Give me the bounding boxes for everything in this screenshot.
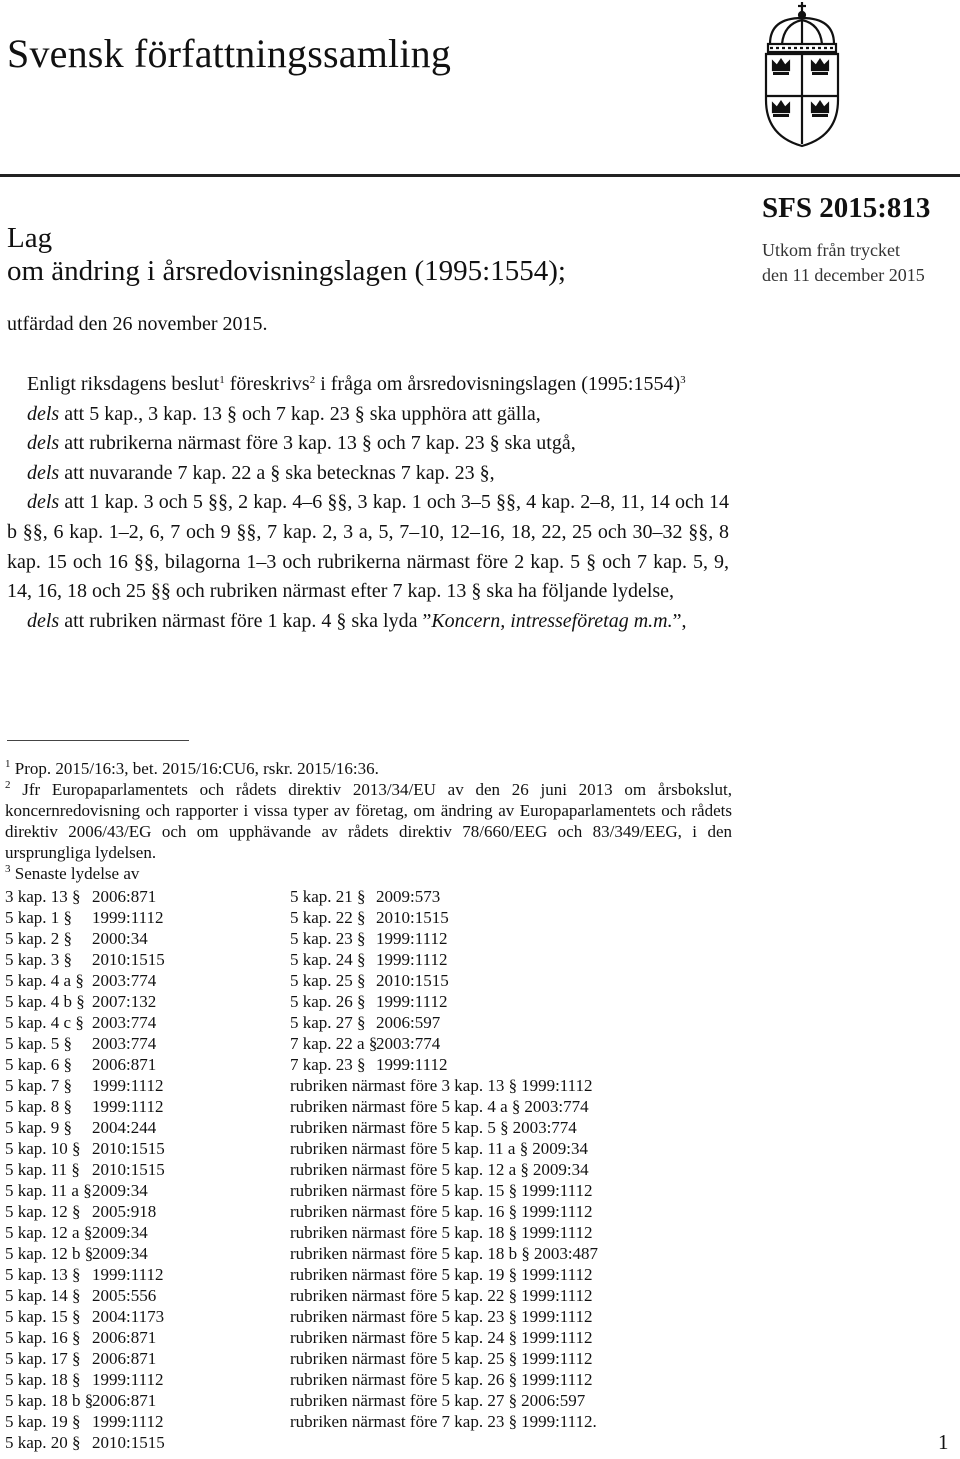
amendment-provision: rubriken närmast före 5 kap. 19 §	[290, 1265, 518, 1284]
page-number: 1	[938, 1430, 949, 1454]
amendment-provision: 5 kap. 8 §	[5, 1097, 73, 1116]
amendment-row	[290, 949, 366, 970]
amendment-row	[290, 1243, 530, 1264]
amendment-provision: 5 kap. 4 a §	[5, 971, 84, 990]
amendment-sfs-reference: 2009:34	[532, 1160, 589, 1179]
amendment-sfs-reference: 1999:1112	[376, 950, 448, 969]
amendment-sfs-reference: 2003:774	[376, 1034, 441, 1053]
amendment-sfs-reference: 1999:1112	[521, 1265, 593, 1284]
amendment-provision: 5 kap. 21 §	[290, 887, 366, 906]
dels-clause-3: dels att nuvarande 7 kap. 22 a § ska betecknas 7 kap. 23 §,	[27, 461, 495, 484]
amendment-provision: 5 kap. 12 a §	[5, 1223, 93, 1242]
amendment-provision: 5 kap. 18 §	[5, 1370, 81, 1389]
amendment-provision: 5 kap. 22 §	[290, 908, 366, 927]
intro-paragraph: Enligt riksdagens beslut$^1$ föreskrivs$^2$ i fråga om årsredovisningslagen (1995:1554)$^3$	[27, 373, 686, 395]
issued-date: utfärdad den 26 november 2015.	[7, 313, 268, 335]
amendment-row	[5, 1075, 72, 1096]
sfs-number: SFS 2015:813	[762, 192, 931, 224]
amendment-provision: 5 kap. 4 b §	[5, 992, 85, 1011]
amendment-sfs-reference: 2010:1515	[376, 908, 449, 927]
amendment-row	[5, 1117, 72, 1138]
dels-clause-5: dels att rubriken närmast före 1 kap. 4 § ska lyda ”Koncern, intresseföretag m.m.”,	[27, 609, 687, 632]
amendment-row	[290, 886, 366, 907]
amendment-provision: 5 kap. 14 §	[5, 1286, 81, 1305]
amendment-sfs-reference: 1999:1112	[521, 1181, 593, 1200]
amendment-row	[290, 1117, 509, 1138]
amendment-provision: rubriken närmast före 5 kap. 26 §	[290, 1370, 518, 1389]
amendment-sfs-reference: 1999:1112	[521, 1328, 593, 1347]
amendment-provision: 5 kap. 26 §	[290, 992, 366, 1011]
amendment-sfs-reference: 1999:1112	[92, 1097, 164, 1116]
amendment-row	[290, 1222, 517, 1243]
amendment-row	[5, 1411, 81, 1432]
amendment-provision: 5 kap. 17 §	[5, 1349, 81, 1368]
amendment-row	[5, 1096, 72, 1117]
amendment-provision: 5 kap. 6 §	[5, 1055, 73, 1074]
amendment-row	[290, 1138, 528, 1159]
amendment-row	[5, 1138, 81, 1159]
amendment-provision: rubriken närmast före 5 kap. 12 a §	[290, 1160, 529, 1179]
amendment-provision: 5 kap. 23 §	[290, 929, 366, 948]
amendment-provision: rubriken närmast före 5 kap. 11 a §	[290, 1139, 529, 1158]
amendment-provision: 7 kap. 23 §	[290, 1055, 366, 1074]
amendment-provision: 5 kap. 7 §	[5, 1076, 73, 1095]
footnote-3: $^3$ Senaste lydelse av	[5, 863, 140, 883]
amendment-sfs-reference: 1999:1112	[521, 1307, 593, 1326]
series-title: Svensk författningssamling	[7, 31, 452, 76]
amendment-sfs-reference: 2004:244	[92, 1118, 157, 1137]
amendment-sfs-reference: 1999:1112	[92, 908, 164, 927]
amendment-sfs-reference: 2009:34	[92, 1244, 148, 1263]
amendment-sfs-reference: 1999:1112	[92, 1370, 164, 1389]
amendment-row	[5, 886, 81, 907]
amendment-provision: 5 kap. 16 §	[5, 1328, 81, 1347]
amendment-provision: 5 kap. 11 §	[5, 1160, 80, 1179]
amendment-row	[290, 1075, 517, 1096]
amendment-sfs-reference: 2009:34	[92, 1223, 148, 1242]
amendment-provision: rubriken närmast före 5 kap. 5 §	[290, 1118, 509, 1137]
amendment-row	[290, 1033, 377, 1054]
amendment-provision: rubriken närmast före 5 kap. 15 §	[290, 1181, 518, 1200]
amendment-sfs-reference: 1999:1112	[521, 1223, 593, 1242]
amendment-sfs-reference: 2006:871	[92, 1328, 157, 1347]
amendment-row	[5, 1243, 93, 1264]
law-title: om ändring i årsredovisningslagen (1995:1554);	[7, 255, 566, 287]
amendment-row	[5, 949, 72, 970]
amendment-provision: 5 kap. 4 c §	[5, 1013, 84, 1032]
amendment-row	[5, 1327, 81, 1348]
amendment-sfs-reference: 1999:1112.	[521, 1412, 597, 1431]
amendment-row	[5, 1180, 92, 1201]
amendment-row	[5, 1222, 92, 1243]
amendment-row	[290, 1306, 517, 1327]
amendment-row	[290, 928, 366, 949]
amendment-provision: 5 kap. 2 §	[5, 929, 73, 948]
dels-clause-4: dels att 1 kap. 3 och 5 §§, 2 kap. 4–6 §§, 3 kap. 1 och 3–5 §§, 4 kap. 2–8, 11, 14 och 14 b §§, 6 kap. 1–2, 6, 7 och 9 §§, 7 kap. 2, 3 a, 5, 7–10, 12–16, 18, 22, 25 och 30–32 §§, 8 kap. 15 och 16 §§, bilagorna 1–3 och rubrikerna närmast före 2 kap. 5 § och 7 kap. 5, 9, 14, 16, 18 och 25 §§ och rubriken närmast efter 7 kap. 13 § ska ha följande lydelse,	[7, 491, 730, 603]
amendment-row	[290, 970, 366, 991]
amendment-row	[290, 1054, 366, 1075]
amendment-provision: 5 kap. 5 §	[5, 1034, 73, 1053]
amendment-sfs-reference: 2010:1515	[92, 1160, 165, 1179]
amendment-row	[5, 1306, 81, 1327]
amendment-sfs-reference: 1999:1112	[376, 929, 448, 948]
amendment-provision: rubriken närmast före 3 kap. 13 §	[290, 1076, 518, 1095]
amendment-provision: 5 kap. 1 §	[5, 908, 73, 927]
amendment-provision: 5 kap. 24 §	[290, 950, 366, 969]
amendment-row	[290, 1285, 517, 1306]
amendment-sfs-reference: 2006:871	[92, 887, 157, 906]
amendment-row	[5, 1390, 93, 1411]
amendment-provision: 5 kap. 25 §	[290, 971, 366, 990]
footnote-2: $^2$ Jfr Europaparlamentets och rådets direktiv 2013/34/EU av den 26 juni 2013 om årsbokslut, koncernredovisning och rapporter i vissa typer av företag, om ändring av Europaparlamentets och rådets direktiv 2006/43/EG och om upphävande av rådets direktiv 78/660/EEG och 83/349/EEG, i den ursprungliga lydelsen.	[5, 779, 732, 862]
amendment-row	[290, 1348, 517, 1369]
amendment-row	[5, 1264, 81, 1285]
amendment-row	[5, 970, 84, 991]
amendment-row	[290, 991, 366, 1012]
amendment-sfs-reference: 2006:871	[92, 1349, 157, 1368]
amendment-row	[290, 1159, 529, 1180]
amendment-row	[5, 1369, 81, 1390]
amendment-provision: rubriken närmast före 5 kap. 18 b §	[290, 1244, 530, 1263]
amendment-sfs-reference: 2003:774	[92, 1013, 157, 1032]
amendment-row	[290, 1264, 517, 1285]
amendment-sfs-reference: 2000:34	[92, 929, 148, 948]
amendment-sfs-reference: 2006:597	[376, 1013, 441, 1032]
amendment-provision: 7 kap. 22 a §	[290, 1034, 378, 1053]
law-kind: Lag	[7, 222, 53, 254]
three-crowns-coat-of-arms-icon	[756, 0, 848, 148]
amendment-row	[290, 1180, 517, 1201]
amendment-sfs-reference: 2006:871	[92, 1055, 157, 1074]
amendment-sfs-reference: 2005:556	[92, 1286, 157, 1305]
amendment-provision: 5 kap. 11 a §	[5, 1181, 92, 1200]
amendment-sfs-reference: 2010:1515	[92, 950, 165, 969]
amendment-provision: rubriken närmast före 5 kap. 27 §	[290, 1391, 518, 1410]
amendment-sfs-reference: 1999:1112	[92, 1265, 164, 1284]
amendment-row	[5, 1159, 80, 1180]
amendment-row	[5, 1432, 81, 1453]
amendment-provision: 5 kap. 13 §	[5, 1265, 81, 1284]
body-text	[7, 370, 729, 636]
amendment-sfs-reference: 2003:774	[92, 1034, 157, 1053]
dels-clause-1: dels att 5 kap., 3 kap. 13 § och 7 kap. 23 § ska upphöra att gälla,	[27, 402, 541, 425]
amendment-row	[5, 1285, 81, 1306]
header-rule	[0, 174, 960, 177]
amendment-sfs-reference: 1999:1112	[521, 1076, 593, 1095]
amendment-sfs-reference: 2009:573	[376, 887, 441, 906]
amendment-provision: rubriken närmast före 5 kap. 22 §	[290, 1286, 518, 1305]
amendment-row	[290, 1201, 517, 1222]
amendment-row	[5, 1201, 81, 1222]
issued-line-1: Utkom från trycket	[762, 240, 900, 260]
amendment-row	[5, 1033, 72, 1054]
amendment-row	[5, 1054, 72, 1075]
amendment-row	[5, 991, 85, 1012]
amendment-row	[290, 1369, 517, 1390]
dels-clause-2: dels att rubrikerna närmast före 3 kap. 13 § och 7 kap. 23 § ska utgå,	[27, 432, 576, 455]
amendment-sfs-reference: 2005:918	[92, 1202, 157, 1221]
amendment-provision: rubriken närmast före 7 kap. 23 §	[290, 1412, 518, 1431]
amendment-row	[5, 928, 72, 949]
amendment-sfs-reference: 1999:1112	[376, 992, 448, 1011]
amendment-sfs-reference: 2007:132	[92, 992, 157, 1011]
footnote-1: $^1$ Prop. 2015/16:3, bet. 2015/16:CU6, rskr. 2015/16:36.	[5, 758, 379, 778]
amendment-sfs-reference: 2009:34	[532, 1139, 588, 1158]
amendment-sfs-reference: 2003:774	[512, 1118, 577, 1137]
amendment-sfs-reference: 1999:1112	[92, 1412, 164, 1431]
amendment-sfs-reference: 2009:34	[92, 1181, 148, 1200]
amendment-sfs-reference: 2006:597	[521, 1391, 586, 1410]
issued-line-2: den 11 december 2015	[762, 265, 925, 285]
amendment-provision: 5 kap. 12 b §	[5, 1244, 94, 1263]
amendment-sfs-reference: 1999:1112	[521, 1349, 593, 1368]
amendment-sfs-reference: 2003:774	[524, 1097, 589, 1116]
amendment-row	[5, 1012, 84, 1033]
amendment-provision: rubriken närmast före 5 kap. 23 §	[290, 1307, 518, 1326]
amendment-provision: rubriken närmast före 5 kap. 24 §	[290, 1328, 518, 1347]
amendment-row	[290, 1096, 520, 1117]
amendment-sfs-reference: 2010:1515	[92, 1139, 165, 1158]
amendment-row	[5, 907, 72, 928]
amendment-provision: 5 kap. 12 §	[5, 1202, 81, 1221]
amendment-provision: 5 kap. 10 §	[5, 1139, 81, 1158]
amendment-sfs-reference: 1999:1112	[521, 1286, 593, 1305]
amendment-sfs-reference: 2003:487	[533, 1244, 599, 1263]
amendment-provision: 5 kap. 3 §	[5, 950, 73, 969]
footnote-rule	[7, 740, 189, 741]
amendment-sfs-reference: 1999:1112	[521, 1370, 593, 1389]
amendment-row	[290, 1411, 517, 1432]
amendment-sfs-reference: 2006:871	[92, 1391, 157, 1410]
amendment-provision: rubriken närmast före 5 kap. 4 a §	[290, 1097, 521, 1116]
amendment-provision: rubriken närmast före 5 kap. 16 §	[290, 1202, 518, 1221]
amendment-sfs-reference: 1999:1112	[521, 1202, 593, 1221]
amendment-row	[290, 1327, 517, 1348]
amendment-provision: rubriken närmast före 5 kap. 25 §	[290, 1349, 518, 1368]
amendment-sfs-reference: 2003:774	[92, 971, 157, 990]
amendment-sfs-reference: 2010:1515	[92, 1433, 165, 1452]
amendment-row	[5, 1348, 81, 1369]
amendment-provision: 5 kap. 20 §	[5, 1433, 81, 1452]
amendment-row	[290, 1012, 366, 1033]
amendment-provision: 5 kap. 19 §	[5, 1412, 81, 1431]
amendment-provision: 5 kap. 15 §	[5, 1307, 81, 1326]
amendment-provision: 5 kap. 18 b §	[5, 1391, 94, 1410]
amendment-provision: 3 kap. 13 §	[5, 887, 81, 906]
amendment-row	[290, 907, 366, 928]
amendment-provision: 5 kap. 27 §	[290, 1013, 366, 1032]
amendment-provision: 5 kap. 9 §	[5, 1118, 73, 1137]
amendment-sfs-reference: 2010:1515	[376, 971, 449, 990]
amendment-row	[290, 1390, 517, 1411]
amendment-provision: rubriken närmast före 5 kap. 18 §	[290, 1223, 518, 1242]
amendment-sfs-reference: 1999:1112	[376, 1055, 448, 1074]
amendment-sfs-reference: 1999:1112	[92, 1076, 164, 1095]
footnotes	[5, 758, 732, 884]
amendment-sfs-reference: 2004:1173	[92, 1307, 165, 1326]
